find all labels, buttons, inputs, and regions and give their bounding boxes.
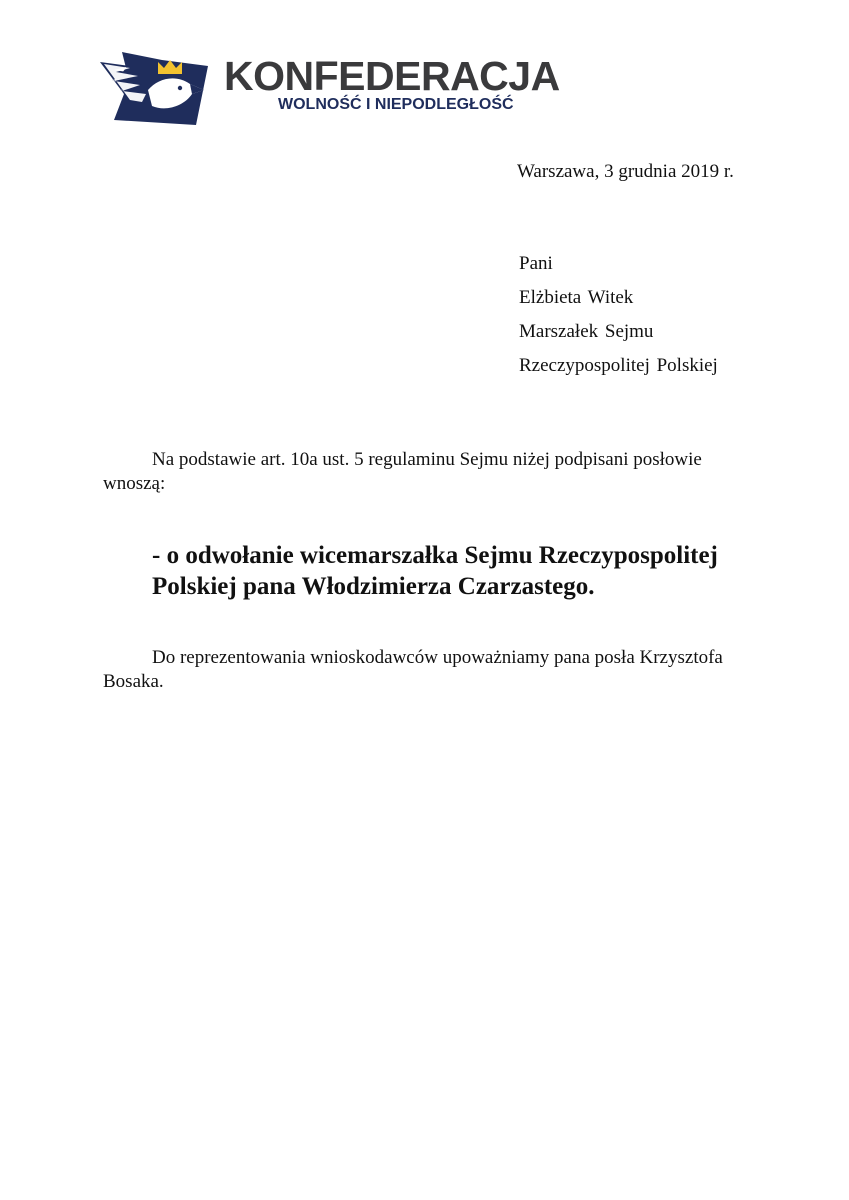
party-logo bbox=[100, 50, 580, 130]
recipient-title: Marszałek Sejmu bbox=[519, 321, 654, 342]
party-name: KONFEDERACJA bbox=[224, 53, 560, 99]
intro-paragraph bbox=[103, 448, 743, 496]
recipient-salutation: Pani bbox=[519, 253, 553, 274]
recipient-institution: Rzeczypospolitej Polskiej bbox=[519, 355, 718, 376]
eagle-crown-icon bbox=[100, 50, 210, 125]
representation-paragraph-text: Do reprezentowania wnioskodawców upoważniamy pana posła Krzysztofa Bosaka. bbox=[103, 647, 723, 692]
letter-date: Warszawa, 3 grudnia 2019 r. bbox=[517, 161, 734, 182]
recipient-block bbox=[519, 252, 718, 388]
recipient-name: Elżbieta Witek bbox=[519, 287, 634, 308]
representation-paragraph bbox=[103, 646, 753, 694]
party-tagline: WOLNOŚĆ I NIEPODLEGŁOŚĆ bbox=[278, 96, 514, 113]
motion-text: - o odwołanie wicemarszałka Sejmu Rzeczypospolitej Polskiej pana Włodzimierza Czarzastego. bbox=[152, 542, 718, 600]
intro-paragraph-text: Na podstawie art. 10a ust. 5 regulaminu Sejmu niżej podpisani posłowie wnoszą: bbox=[103, 449, 702, 494]
